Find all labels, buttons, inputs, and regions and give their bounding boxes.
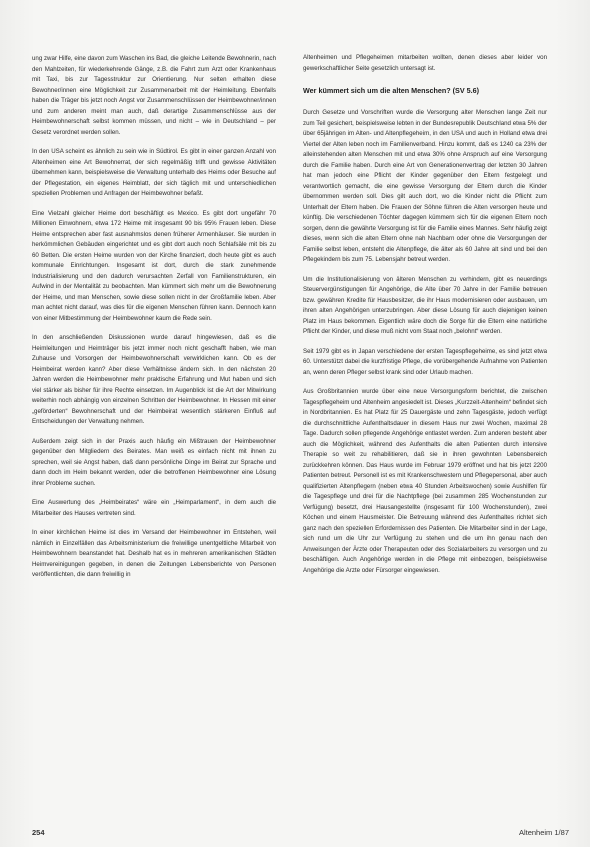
paragraph: Aus Großbritannien wurde über eine neue Versorgungsform berichtet, die zwischen Tagespflegeheim und Altenheim angesiedelt ist. Dieses „Kurzzeit-Altenheim“ befindet sich in Nordbritannien. Es hat Platz für 25 Dauergäste und zehn Tagesgäste, jedoch verfügt die durchschnittliche Aufenthaltsdauer in diesem Haus nur zwei Wochen, maximal 28 Tage. Dadurch sollen pflegende Angehörige entlastet werden. Zum anderen besteht aber auch die Möglichkeit, während des Aufenthalts die alten Patienten durch intensive Therapie so weit zu rehabilitieren, daß sie in ihren gewohnten Lebensbereich zurückkehren können. Das Haus wurde im Februar 1979 eröffnet und hat bis jetzt 2200 Patienten betreut. Personell ist es mit Krankenschwestern und Pflegepersonal, aber auch qualifizierten Altenpflegern (neben etwa 40 Stunden Arbeitswochen) sowie Aushilfen für die Tagespflege und drei für die Nachtpflege (bei zusammen 285 Wochenstunden zur Verfügung) besetzt, drei Hausangestellte (insgesamt für 100 Wochenstunden), zwei Köchen und einem Hausmeister. Die Betreuung während des Aufenthaltes richtet sich ganz nach den speziellen Erfordernissen des Patienten. Die Mitarbeiter sind in der Lage, sich rund um die Uhr zur Verfügung zu stehen und die um ihn genau nach den Anweisungen der Ärzte oder Therapeuten oder des Sozialarbeiters zu versorgen und zu beschäftigen. Auch Angehörige werden in die Pflege mit einbezogen, beispielsweise Angehörige die Arzte oder Fürsorger eingewiesen. [303, 388, 547, 574]
paragraph: Außerdem zeigt sich in der Praxis auch häufig ein Mißtrauen der Heimbewohner gegenüber den Mitgliedern des Beirates. Man weiß es einfach nicht mit ihnen zu sprechen, weil sie Angst haben, daß dann persönliche Dinge im Beirat zur Sprache und dann doch im Heim bekannt werden, oder die betroffenen Heimbewohner eine Lösung ihrer Probleme suchen. [32, 437, 276, 487]
page-number: 254 [32, 828, 45, 837]
paragraph: In den anschließenden Diskussionen wurde darauf hingewiesen, daß es die Heimleitungen und Heimträger bis jetzt immer noch nicht geschafft haben, wie man Zuhause und Vorsorgen der Heimbewohnerschaft verwirklichen kann. Ob es der Heimbeirat werden kann? Aber diese Verhältnisse ändern sich. In den nächsten 20 Jahren werden die Heimbewohner mehr praktische Erfahrung und Mut haben und sich viel stärker als bisher für ihre Rechte einsetzen. Im Augenblick ist die Art der Mitwirkung weiterhin noch abhängig von einzelnen Schritten der Heimbewohner. In Hessen mit einer „geförderten“ Bewohnerschaft und der Heimbeirat wesentlich stärkeren Einfluß auf Entscheidungen der Verwaltung nehmen. [32, 334, 276, 425]
paragraph: Altenheimen und Pflegeheimen mitarbeiten wollten, denen dieses aber leider von gewerkschaftlicher Seite gesetzlich untersagt ist. [303, 54, 547, 72]
paragraph: ung zwar Hilfe, eine davon zum Waschen ins Bad, die gleiche Leitende Bewohnerin, nach den Mahlzeiten, für wiederkehrende Gänge, z.B. die Fahrt zum Arzt oder Krankenhaus mit Taxi, bis zur Tagesstruktur zur Orientierung. Nur selten erhalten diese Bewohner/innen eine Möglichkeit zur Zusammenarbeit mit der Heimleitung. Ebenfalls haben die Träger bis jetzt noch Angst vor Zusammenschlüssen der Heimbewohner/innen und zum anderen meint man auch, daß derartige Zusammenschlüsse aus der Heimbewohnerschaft selbst kommen müssen, und nicht – wie in Deutschland – per Gesetz verordnet werden sollen. [32, 55, 276, 136]
right-column [303, 53, 547, 585]
left-column [32, 54, 276, 590]
paragraph: In einer kirchlichen Heime ist dies im Versand der Heimbewohner im Entstehen, weil nämlich in Einzelfällen das Arbeitsministerium die freiwillige unentgeltliche Mitarbeit von Heimbewohnern beanstandet hat. Deshalb hat es in mehreren amerikanischen Städten Heimvereinigungen gegeben, in denen die Zeitungen Lebensberichte von Personen veröffentlichten, die dann freiwillig in [32, 529, 276, 578]
section-heading: Wer kümmert sich um die alten Menschen? (SV 5.6) [303, 86, 480, 95]
paragraph: Um die Institutionalisierung von älteren Menschen zu verhindern, gibt es neuerdings Steuervergünstigungen für Angehörige, die Alte über 70 Jahre in der Familie betreuen bzw. gewähren Kredite für Hausbesitzer, die ihr Haus modernisieren oder ausbauen, um ihren alten Angehörigen unterzubringen. Aber diese Lösung für auch diejenigen keinen Platz im Haus bekommen. Eigentlich wäre doch die Sorge für die Eltern eine natürliche Pflicht der Kinder, und diese muß nicht vom Staat noch „belohnt“ werden. [303, 275, 547, 335]
paragraph: In den USA scheint es ähnlich zu sein wie in Südtirol. Es gibt in einer ganzen Anzahl von Altenheimen eine Art Bewohnerrat, der sich regelmäßig trifft und gewisse Aktivitäten übernehmen kann, beispielsweise die Verwaltung unterhalb des Heims oder Besuche auf der Pflegestation, ein eigenes Heimblatt, der sich täglich mit und unterschiedlichen speziellen Problemen und Anfragen der Heimbewohner befaßt. [32, 148, 276, 197]
paragraph: Eine Vielzahl gleicher Heime dort beschäftigt es Mexico. Es gibt dort ungefähr 70 Millionen Einwohnern, etwa 172 Heime mit insgesamt 90 bis 95% Frauen leben. Diese Heime entsprechen aber fast ausnahmslos denen früherer Armenhäuser. Sie wurden in herkömmlichen Gebäuden eingerichtet und es gibt dort auch noch Schlafsäle mit bis zu 60 Betten. Die ersten Heime wurden von der Kirche finanziert, doch heute gibt es auch kommunale Einrichtungen. Insgesamt ist dort, durch die stark zunehmende Industrialisierung und den dadurch verursachten Zerfall von Familienstrukturen, ein Aufwind in der Mentalität zu beobachten. Man kümmert sich mehr um die Bewohnerung der Heime, und man Menschen, sowie diese sollen nicht in der Großfamilie leben. Aber man achtet nicht darauf, was dies für die eigenen Menschen führen kann. Dennoch kann von einer Mitbestimmung der Heimbewohner kaum die Rede sein. [32, 209, 276, 322]
paragraph: Eine Auswertung des „Heimbeirates“ wäre ein „Heimparlament“, in dem auch die Mitarbeiter des Hauses vertreten sind. [32, 499, 276, 517]
paragraph: Durch Gesetze und Vorschriften wurde die Versorgung alter Menschen lange Zeit nur zum Teil gesichert, beispielsweise lebten in der Bundesrepublik Deutschland etwa 5% der über 65jährigen im Alten- und Altenpflegeheim, in den USA und auch in Holland etwa drei Viertel der Alten leben noch im Familienverband. Hinzu kommt, daß es 1240 ca 23% der alleinstehenden alten Menschen mit und etwa 30% ohne Anspruch auf eine Versorgung durch die Familie haben. Durch eine Art von Generationenvertrag der letzten 30 Jahren hat man jedoch eine Pflicht der Kinder gegenüber den Eltern festgelegt und verantwortlich gemacht, die eine gewisse Versorgung der Eltern durch die Kinder übernommen werden soll. Dies gilt auch dort, wo die Kinder nicht die Pflicht zum Unterhalt der Eltern haben. Die Frauen der Söhne führen die Alten versorgen heute und künftig. Die verschiedenen Töchter dagegen kümmern sich für die eigenen Eltern noch sorgen, denn die gewährte Versorgung ist für die Familie eines Mannes. Sehr häufig zeigt dieses, wenn sich die alten Eltern ohne nah Nachbarn oder ohne die Versorgungen der Familie selbst leben, entsteht die Altenpflege, die älter als 60 Jahre alt sind und bei den Pflegekindern bis zum 75. Lebensjahr betreut werden. [303, 109, 547, 263]
source-label: Altenheim 1/87 [518, 828, 569, 837]
paragraph: Seit 1979 gibt es in Japan verschiedene der ersten Tagespflegeheime, es sind jetzt etwa 60. Unterstützt dabei die kurzfristige Pflege, die vorübergehende Aufnahme von Patienten an, wenn deren Pfleger selbst krank sind oder Urlaub machen. [303, 347, 547, 376]
